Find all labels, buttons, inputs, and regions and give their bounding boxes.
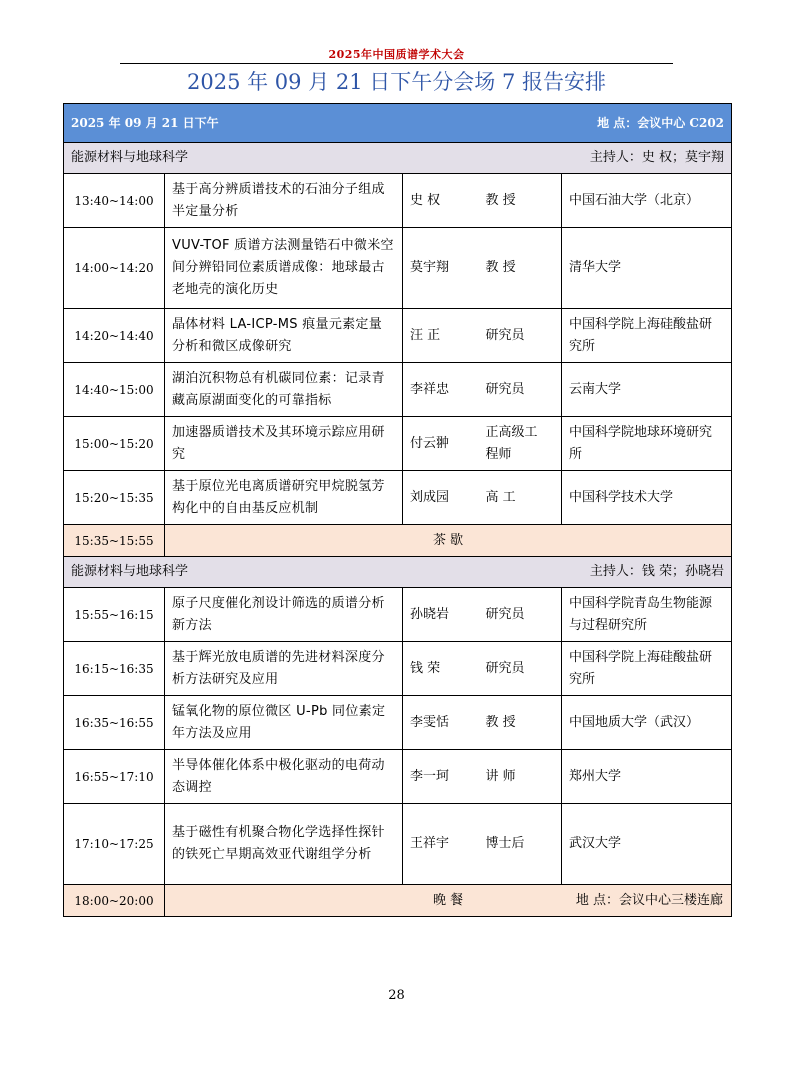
talk-speaker: 李祥忠 (403, 363, 479, 417)
talk-row (64, 417, 732, 471)
talk-rank: 教 授 (479, 174, 562, 228)
talk-org: 中国地质大学（武汉） (562, 696, 732, 750)
talk-speaker: 钱 荣 (403, 642, 479, 696)
talk-rank: 高 工 (479, 471, 562, 525)
talk-rank: 研究员 (479, 642, 562, 696)
talk-time: 17:10~17:25 (64, 804, 165, 885)
talk-speaker: 汪 正 (403, 309, 479, 363)
talk-topic: 基于磁性有机聚合物化学选择性探针的铁死亡早期高效亚代谢组学分析 (165, 804, 403, 885)
tea-break-row (64, 525, 732, 557)
talk-org: 中国石油大学（北京） (562, 174, 732, 228)
break-time: 15:35~15:55 (64, 525, 165, 557)
talk-time: 16:15~16:35 (64, 642, 165, 696)
talk-row (64, 804, 732, 885)
talk-rank: 讲 师 (479, 750, 562, 804)
page-title: 2025 年 09 月 21 日下午分会场 7 报告安排 (187, 70, 606, 94)
date-band (64, 104, 732, 143)
talk-org: 清华大学 (562, 228, 732, 309)
talk-speaker: 付云翀 (403, 417, 479, 471)
talk-time: 14:00~14:20 (64, 228, 165, 309)
talk-time: 15:55~16:15 (64, 588, 165, 642)
talk-topic: 原子尺度催化剂设计筛选的质谱分析新方法 (165, 588, 403, 642)
talk-row (64, 696, 732, 750)
talk-topic: 锰氧化物的原位微区 U-Pb 同位素定年方法及应用 (165, 696, 403, 750)
session-name: 能源材料与地球科学 (71, 564, 189, 579)
talk-time: 14:40~15:00 (64, 363, 165, 417)
talk-speaker: 莫宇翔 (403, 228, 479, 309)
talk-row (64, 228, 732, 309)
dinner-row (64, 885, 732, 917)
talk-org: 中国科学院青岛生物能源与过程研究所 (562, 588, 732, 642)
talk-topic: 湖泊沉积物总有机碳同位素：记录青藏高原湖面变化的可靠指标 (165, 363, 403, 417)
talk-time: 14:20~14:40 (64, 309, 165, 363)
talk-rank: 研究员 (479, 588, 562, 642)
talk-speaker: 李一珂 (403, 750, 479, 804)
talk-row (64, 642, 732, 696)
band-venue: 地 点：会议中心 C202 (597, 116, 725, 130)
talk-time: 16:35~16:55 (64, 696, 165, 750)
talk-org: 郑州大学 (562, 750, 732, 804)
session-hosts: 主持人：史 权；莫宇翔 (589, 150, 725, 165)
talk-rank: 研究员 (479, 309, 562, 363)
session-header (64, 557, 732, 588)
schedule-table (63, 103, 732, 917)
talk-time: 13:40~14:00 (64, 174, 165, 228)
talk-time: 15:20~15:35 (64, 471, 165, 525)
session-hosts: 主持人：钱 荣；孙晓岩 (589, 564, 725, 579)
talk-speaker: 孙晓岩 (403, 588, 479, 642)
talk-rank: 博士后 (479, 804, 562, 885)
talk-speaker: 史 权 (403, 174, 479, 228)
page-number: 28 (388, 988, 405, 1003)
dinner-label: 晚 餐 (432, 892, 464, 908)
session-name: 能源材料与地球科学 (71, 150, 189, 165)
dinner-time: 18:00~20:00 (64, 885, 165, 917)
talk-speaker: 刘成园 (403, 471, 479, 525)
talk-rank: 教 授 (479, 696, 562, 750)
talk-row (64, 363, 732, 417)
header-rule (120, 63, 673, 64)
talk-topic: 基于原位光电离质谱研究甲烷脱氢芳构化中的自由基反应机制 (165, 471, 403, 525)
talk-topic: 基于高分辨质谱技术的石油分子组成半定量分析 (165, 174, 403, 228)
talk-speaker: 王祥宇 (403, 804, 479, 885)
talk-topic: VUV-TOF 质谱方法测量锆石中微米空间分辨铅同位素质谱成像：地球最古老地壳的演化历史 (165, 228, 403, 309)
talk-row (64, 174, 732, 228)
talk-rank: 教 授 (479, 228, 562, 309)
talk-topic: 基于辉光放电质谱的先进材料深度分析方法研究及应用 (165, 642, 403, 696)
dinner-venue: 地 点：会议中心三楼连廊 (575, 892, 724, 908)
talk-org: 中国科学院上海硅酸盐研究所 (562, 642, 732, 696)
session-header (64, 143, 732, 174)
talk-org: 武汉大学 (562, 804, 732, 885)
talk-row (64, 588, 732, 642)
talk-speaker: 李雯恬 (403, 696, 479, 750)
talk-org: 中国科学院地球环境研究所 (562, 417, 732, 471)
talk-time: 15:00~15:20 (64, 417, 165, 471)
talk-row (64, 471, 732, 525)
band-date: 2025 年 09 月 21 日下午 (71, 116, 219, 130)
talk-org: 中国科学院上海硅酸盐研究所 (562, 309, 732, 363)
running-head: 2025年中国质谱学术大会 (328, 48, 465, 61)
talk-org: 中国科学技术大学 (562, 471, 732, 525)
break-label: 茶 歇 (165, 525, 732, 557)
talk-topic: 半导体催化体系中极化驱动的电荷动态调控 (165, 750, 403, 804)
talk-row (64, 750, 732, 804)
talk-org: 云南大学 (562, 363, 732, 417)
talk-row (64, 309, 732, 363)
talk-time: 16:55~17:10 (64, 750, 165, 804)
talk-topic: 加速器质谱技术及其环境示踪应用研究 (165, 417, 403, 471)
talk-rank: 研究员 (479, 363, 562, 417)
talk-topic: 晶体材料 LA-ICP-MS 痕量元素定量分析和微区成像研究 (165, 309, 403, 363)
talk-rank: 正高级工程师 (479, 417, 562, 471)
